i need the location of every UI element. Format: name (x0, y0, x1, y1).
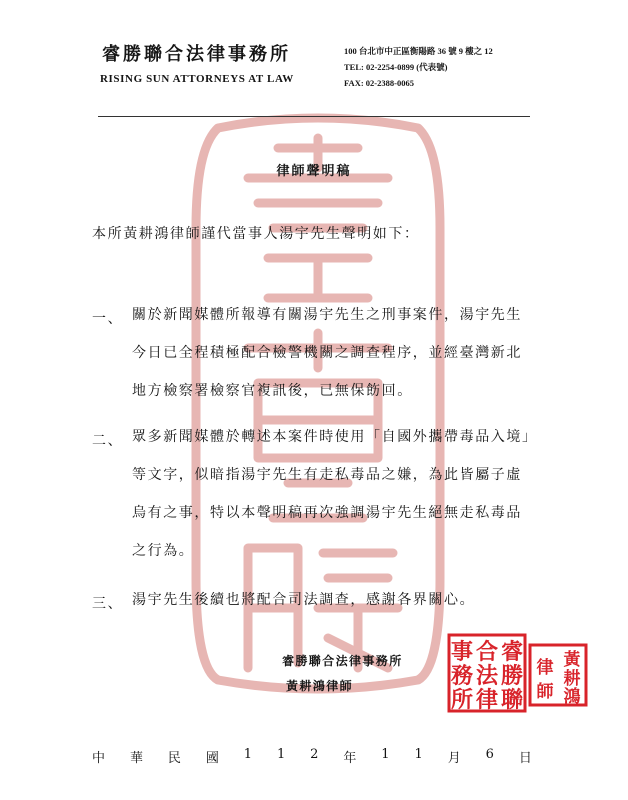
letterhead-fax: FAX: 02-2388-0065 (344, 78, 414, 88)
document-title: 律師聲明稿 (276, 164, 352, 179)
date-char: 1 (414, 747, 423, 762)
date-char: 中 (92, 751, 106, 766)
item-text: 關於新聞媒體所報導有關湯宇先生之刑事案件，湯宇先生今日已全程積極配合檢警機關之調查程序，並經臺灣新北地方檢察署檢察官複訊後，已無保飭回。 (132, 307, 522, 399)
date-char: 1 (381, 747, 390, 762)
svg-text:耕: 耕 (563, 669, 581, 689)
item-number: 一、 (92, 311, 124, 327)
date-char: 國 (205, 751, 219, 766)
lawyer-seal-stamp (528, 643, 588, 707)
letterhead-firm-name-zh: 睿勝聯合法律事務所 (102, 44, 291, 65)
item-text: 湯宇先生後續也將配合司法調查，感謝各界關心。 (132, 592, 476, 608)
letterhead-firm-name-en: RISING SUN ATTORNEYS AT LAW (100, 73, 294, 85)
item-number: 二、 (92, 433, 124, 449)
svg-text:勝: 勝 (500, 663, 524, 689)
letterhead-tel: TEL: 02-2254-0899 (代表號) (344, 62, 448, 72)
item-number: 三、 (92, 596, 124, 612)
item-text: 眾多新聞媒體於轉述本案件時使用「自國外攜帶毒品入境」等文字，似暗指湯宇先生有走私毒品之嫌，為此皆屬子虛烏有之事，特以本聲明稿再次強調湯宇先生絕無走私毒品之行為。 (132, 429, 531, 559)
svg-text:合: 合 (475, 639, 499, 665)
firm-seal-stamp (446, 632, 528, 714)
svg-text:律: 律 (536, 658, 554, 678)
svg-text:務: 務 (450, 663, 474, 689)
date-char: 民 (167, 751, 181, 766)
svg-text:律: 律 (475, 687, 499, 713)
date-char: 1 (276, 747, 286, 762)
svg-text:師: 師 (536, 682, 554, 702)
letterhead-contact (344, 43, 493, 91)
svg-text:聯: 聯 (500, 687, 524, 713)
document-date (92, 747, 532, 766)
svg-text:所: 所 (450, 687, 474, 713)
svg-text:事: 事 (450, 639, 474, 665)
date-char: 日 (518, 751, 532, 766)
svg-text:鴻: 鴻 (563, 687, 581, 707)
date-char: 2 (310, 747, 319, 762)
svg-text:睿: 睿 (500, 639, 524, 665)
date-char: 1 (243, 747, 253, 762)
signature-firm: 睿勝聯合法律事務所 (282, 654, 403, 668)
svg-text:黃: 黃 (563, 650, 581, 670)
date-char: 6 (485, 747, 494, 762)
date-char: 年 (343, 751, 357, 766)
svg-text:法: 法 (475, 663, 499, 689)
signature-lawyer: 黃耕鴻律師 (286, 679, 354, 693)
date-char: 月 (447, 751, 461, 766)
intro-paragraph: 本所黃耕鴻律師謹代當事人湯宇先生聲明如下： (92, 226, 420, 242)
date-char: 華 (129, 751, 143, 766)
letterhead-address: 100 台北市中正區衡陽路 36 號 9 樓之 12 (344, 46, 493, 56)
letterhead-divider (98, 116, 530, 117)
